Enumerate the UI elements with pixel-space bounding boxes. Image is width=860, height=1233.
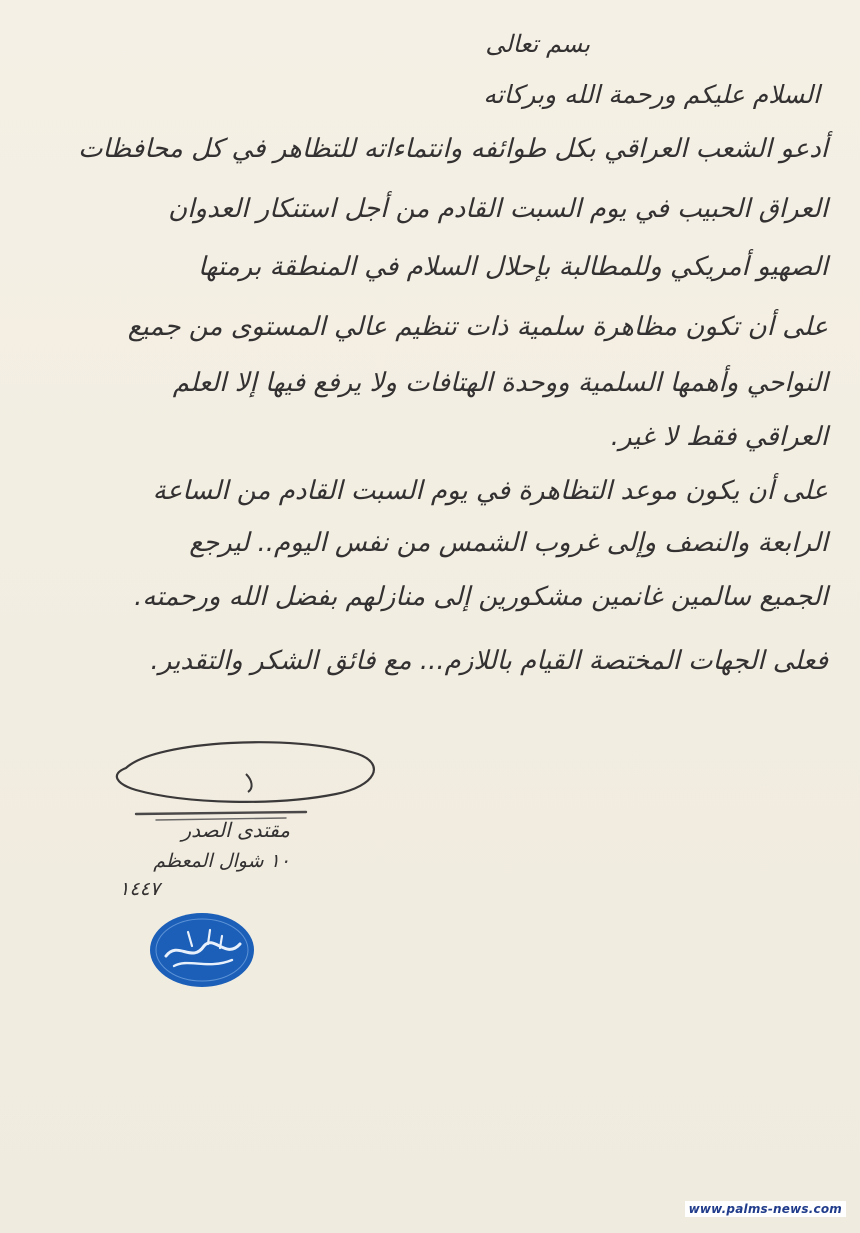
basmala-heading: بسم تعالى (485, 30, 590, 58)
source-watermark: www.palms-news.com (685, 1201, 846, 1217)
paragraph-4-line-1: فعلى الجهات المختصة القيام باللازم... مع فائق الشكر والتقدير. (150, 646, 828, 676)
signatory-name: مقتدى الصدر (181, 818, 290, 842)
paragraph-3-line-1: على أن يكون موعد التظاهرة في يوم السبت القادم من الساعة (152, 476, 828, 506)
greeting-line: السلام عليكم ورحمة الله وبركاته (483, 80, 820, 109)
handwritten-signature (96, 730, 386, 830)
paragraph-1-line-3: الصهيو أمريكي وللمطالبة بإحلال السلام في المنطقة برمتها (197, 252, 828, 282)
paragraph-1-line-1: أدعو الشعب العراقي بكل طوائفه وانتماءاته للتظاهر في كل محافظات (78, 134, 828, 164)
paragraph-1-line-2: العراق الحبيب في يوم السبت القادم من أجل استنكار العدوان (168, 194, 828, 224)
paragraph-3-line-3: الجميع سالمين غانمين مشكورين إلى منازلهم بفضل الله ورحمته. (134, 582, 828, 612)
paragraph-3-line-2: الرابعة والنصف وإلى غروب الشمس من نفس اليوم.. ليرجع (189, 528, 828, 558)
paragraph-2-line-1: على أن تكون مظاهرة سلمية ذات تنظيم عالي المستوى من جميع (127, 312, 828, 342)
signature-date: ١٠ شوال المعظم (153, 850, 290, 872)
paragraph-2-line-2: النواحي وأهمها السلمية ووحدة الهتافات ولا يرفع فيها إلا العلم (172, 368, 828, 398)
paragraph-2-line-3: العراقي فقط لا غير. (610, 422, 828, 452)
signature-year: ١٤٤٧ (119, 878, 160, 900)
blue-seal-stamp (148, 910, 256, 990)
